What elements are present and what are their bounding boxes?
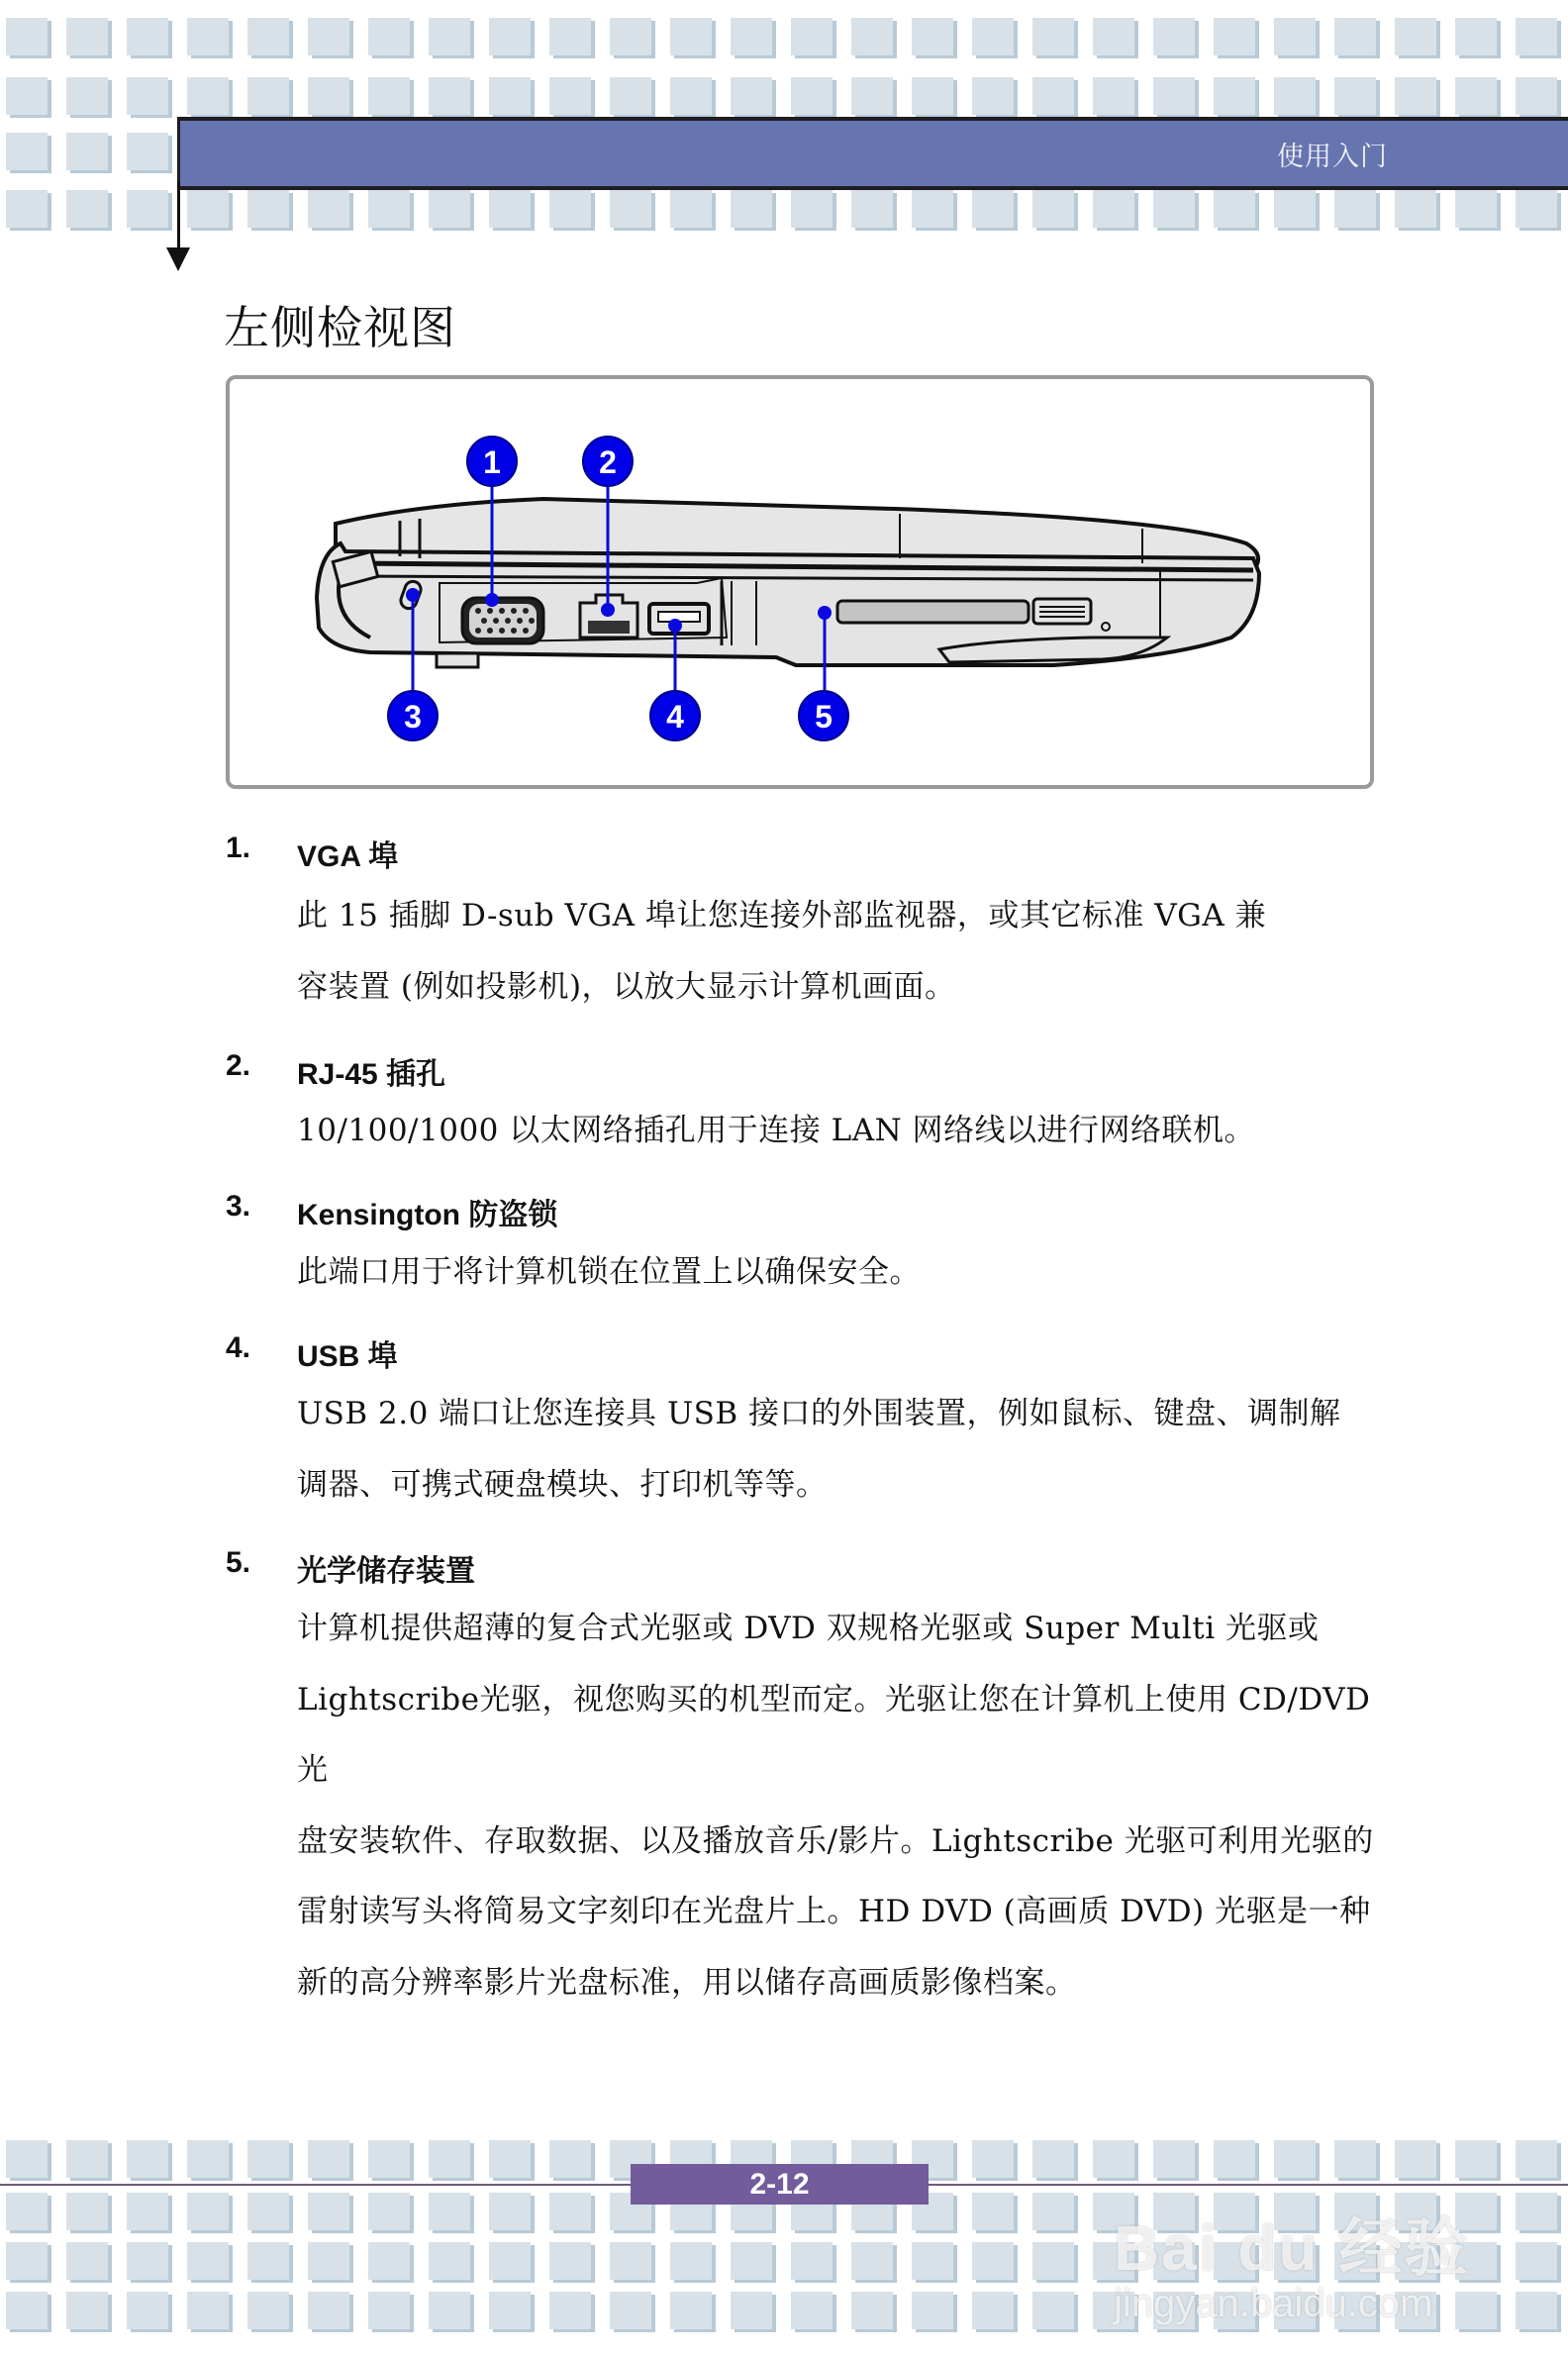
grid-square <box>308 2193 349 2230</box>
item-description <box>297 881 1376 1023</box>
arrow-line <box>177 182 180 249</box>
grid-square <box>187 2242 229 2280</box>
grid-square <box>127 2193 168 2230</box>
grid-square <box>66 190 108 228</box>
grid-square <box>1334 77 1376 115</box>
grid-square <box>912 18 953 55</box>
grid-square <box>247 2193 289 2230</box>
grid-square <box>1032 2292 1074 2329</box>
grid-square <box>670 2292 712 2329</box>
callout-5-label: 5 <box>815 699 833 735</box>
item-description <box>297 1379 1376 1521</box>
grid-square <box>66 2242 108 2280</box>
grid-square <box>1093 18 1134 55</box>
callout-1-label: 1 <box>483 444 501 480</box>
grid-square <box>1093 190 1134 228</box>
grid-square <box>791 18 833 55</box>
grid-square <box>912 2292 953 2329</box>
grid-square <box>6 2140 48 2178</box>
grid-square <box>912 77 953 115</box>
left-side-view-figure <box>226 375 1374 789</box>
grid-square <box>489 2193 531 2230</box>
grid-square <box>972 77 1014 115</box>
grid-square <box>489 2292 531 2329</box>
grid-square <box>791 77 833 115</box>
baidu-watermark <box>1114 2153 1470 2341</box>
grid-square <box>368 190 410 228</box>
grid-square <box>127 18 168 55</box>
grid-square <box>489 2140 531 2178</box>
grid-square <box>127 190 168 228</box>
grid-square <box>972 2242 1014 2280</box>
text-line: 新的高分辨率影片光盘标准，用以储存高画质影像档案。 <box>297 1964 1077 2001</box>
page-number: 2-12 <box>631 2164 929 2205</box>
grid-square <box>1274 77 1316 115</box>
grid-square <box>66 2140 108 2178</box>
item-description <box>297 1594 1376 2018</box>
grid-square <box>731 18 772 55</box>
item-title: VGA 埠 <box>297 840 399 873</box>
section-title: 使用入门 <box>1277 142 1388 172</box>
grid-square <box>851 2242 893 2280</box>
grid-square <box>610 2242 651 2280</box>
grid-square <box>187 77 229 115</box>
grid-square <box>610 77 651 115</box>
grid-square <box>368 2140 410 2178</box>
grid-square <box>1516 2292 1557 2329</box>
grid-square <box>1516 190 1557 228</box>
grid-square <box>1516 18 1557 55</box>
text-line: 调器、可携式硬盘模块、打印机等等。 <box>297 1466 828 1503</box>
grid-square <box>912 190 953 228</box>
grid-square <box>429 190 470 228</box>
grid-square <box>6 2292 48 2329</box>
grid-square <box>66 77 108 115</box>
grid-square <box>1032 18 1074 55</box>
grid-square <box>972 2193 1014 2230</box>
grid-square <box>429 2193 470 2230</box>
grid-square <box>308 18 349 55</box>
grid-square <box>549 2292 591 2329</box>
grid-square <box>66 133 108 170</box>
grid-square <box>972 190 1014 228</box>
grid-square <box>1395 18 1436 55</box>
grid-square <box>549 18 591 55</box>
grid-square <box>187 2140 229 2178</box>
grid-square <box>670 190 712 228</box>
callout-3-label: 3 <box>404 699 422 735</box>
grid-square <box>368 18 410 55</box>
item-number: 2. <box>226 1049 251 1082</box>
grid-square <box>791 2292 833 2329</box>
grid-square <box>187 190 229 228</box>
grid-square <box>489 77 531 115</box>
grid-square <box>549 2242 591 2280</box>
grid-square <box>1516 2242 1557 2280</box>
grid-square <box>1032 2140 1074 2178</box>
grid-square <box>1214 77 1255 115</box>
text-line: 雷射读写头将简易文字刻印在光盘片上。HD DVD (高画质 DVD) 光驱是一种 <box>297 1894 1371 1929</box>
text-line: 容装置 (例如投影机)，以放大显示计算机画面。 <box>297 968 956 1005</box>
grid-square <box>247 2292 289 2329</box>
grid-square <box>368 77 410 115</box>
item-title: Kensington 防盗锁 <box>297 1199 558 1231</box>
grid-square <box>972 18 1014 55</box>
grid-square <box>308 2140 349 2178</box>
grid-square <box>670 77 712 115</box>
grid-square <box>1153 190 1195 228</box>
grid-square <box>308 2242 349 2280</box>
grid-square <box>1214 18 1255 55</box>
item-number: 1. <box>226 832 251 864</box>
grid-square <box>127 2140 168 2178</box>
grid-square <box>1516 77 1557 115</box>
grid-square <box>308 2292 349 2329</box>
grid-square <box>851 18 893 55</box>
grid-square <box>972 2292 1014 2329</box>
item-number: 5. <box>226 1546 251 1579</box>
grid-square <box>489 2242 531 2280</box>
grid-square <box>368 2193 410 2230</box>
grid-square <box>1274 190 1316 228</box>
grid-square <box>1516 2140 1557 2178</box>
grid-square <box>247 2242 289 2280</box>
grid-square <box>66 18 108 55</box>
grid-square <box>1334 18 1376 55</box>
grid-square <box>187 2292 229 2329</box>
grid-square <box>1032 77 1074 115</box>
header-band <box>177 117 1568 190</box>
text-line: 10/100/1000 以太网络插孔用于连接 LAN 网络线以进行网络联机。 <box>297 1113 1256 1148</box>
grid-square <box>1455 18 1497 55</box>
grid-square <box>610 190 651 228</box>
item-title: RJ-45 插孔 <box>297 1058 446 1091</box>
page-title: 左侧检视图 <box>224 301 456 354</box>
grid-square <box>912 2242 953 2280</box>
grid-square <box>851 190 893 228</box>
item-title: 光学储存装置 <box>297 1555 475 1588</box>
text-line: 盘安装软件、存取数据、以及播放音乐/影片。Lightscribe 光驱可利用光驱的 <box>297 1822 1374 1859</box>
grid-square <box>791 190 833 228</box>
grid-square <box>1153 18 1195 55</box>
grid-square <box>187 18 229 55</box>
grid-square <box>549 2193 591 2230</box>
grid-square <box>670 2242 712 2280</box>
grid-row <box>0 190 1568 230</box>
grid-square <box>429 2242 470 2280</box>
grid-square <box>1032 2242 1074 2280</box>
grid-square <box>6 133 48 170</box>
grid-row <box>0 77 1568 117</box>
grid-square <box>731 2292 772 2329</box>
grid-square <box>308 190 349 228</box>
grid-row <box>0 18 1568 57</box>
grid-square <box>972 2140 1014 2178</box>
grid-square <box>1455 77 1497 115</box>
grid-square <box>1032 190 1074 228</box>
grid-square <box>731 77 772 115</box>
grid-square <box>247 190 289 228</box>
grid-square <box>127 133 168 170</box>
text-line: 此 15 插脚 D-sub VGA 埠让您连接外部监视器，或其它标准 VGA 兼 <box>297 898 1267 933</box>
grid-square <box>247 77 289 115</box>
text-line: USB 2.0 端口让您连接具 USB 接口的外围装置，例如鼠标、键盘、调制解 <box>297 1396 1341 1431</box>
grid-square <box>66 2193 108 2230</box>
item-number: 3. <box>226 1190 251 1223</box>
grid-square <box>1455 190 1497 228</box>
grid-square <box>731 190 772 228</box>
text-line: Lightscribe光驱，视您购买的机型而定。光驱让您在计算机上使用 CD/DVD 光 <box>297 1681 1371 1788</box>
text-line: 此端口用于将计算机锁在位置上以确保安全。 <box>297 1254 921 1290</box>
grid-square <box>127 2242 168 2280</box>
grid-square <box>368 2292 410 2329</box>
grid-square <box>187 2193 229 2230</box>
item-description <box>297 1237 1376 1309</box>
grid-square <box>6 2193 48 2230</box>
grid-square <box>1214 190 1255 228</box>
arrow-down-icon <box>166 247 190 271</box>
grid-square <box>1516 2193 1557 2230</box>
grid-square <box>6 190 48 228</box>
grid-square <box>489 18 531 55</box>
grid-square <box>1274 18 1316 55</box>
grid-square <box>1395 190 1436 228</box>
grid-square <box>127 2292 168 2329</box>
grid-square <box>6 2242 48 2280</box>
grid-square <box>1032 2193 1074 2230</box>
grid-square <box>429 2292 470 2329</box>
grid-square <box>610 18 651 55</box>
grid-square <box>549 2140 591 2178</box>
grid-square <box>247 18 289 55</box>
text-line: 计算机提供超薄的复合式光驱或 DVD 双规格光驱或 Super Multi 光驱或 <box>297 1611 1320 1646</box>
grid-square <box>429 77 470 115</box>
item-description <box>297 1096 1376 1167</box>
grid-square <box>731 2242 772 2280</box>
callout-4-label: 4 <box>666 699 684 735</box>
grid-square <box>1153 77 1195 115</box>
grid-square <box>127 77 168 115</box>
grid-square <box>66 2292 108 2329</box>
grid-square <box>368 2242 410 2280</box>
grid-square <box>670 18 712 55</box>
grid-square <box>851 77 893 115</box>
grid-square <box>308 77 349 115</box>
grid-square <box>1093 77 1134 115</box>
grid-square <box>247 2140 289 2178</box>
grid-square <box>6 18 48 55</box>
item-number: 4. <box>226 1331 251 1364</box>
grid-square <box>1395 77 1436 115</box>
grid-square <box>851 2292 893 2329</box>
grid-square <box>489 190 531 228</box>
grid-square <box>791 2242 833 2280</box>
grid-square <box>1334 190 1376 228</box>
grid-square <box>549 77 591 115</box>
grid-square <box>6 77 48 115</box>
grid-square <box>429 2140 470 2178</box>
laptop-left-side-illustration <box>230 379 1370 785</box>
grid-square <box>549 190 591 228</box>
grid-square <box>610 2292 651 2329</box>
item-title: USB 埠 <box>297 1340 398 1373</box>
grid-square <box>429 18 470 55</box>
callout-2-label: 2 <box>599 444 617 480</box>
watermark-brand: Bai du 经验 <box>1114 2212 1470 2284</box>
watermark-url: jingyan.baidu.com <box>1114 2282 1433 2325</box>
